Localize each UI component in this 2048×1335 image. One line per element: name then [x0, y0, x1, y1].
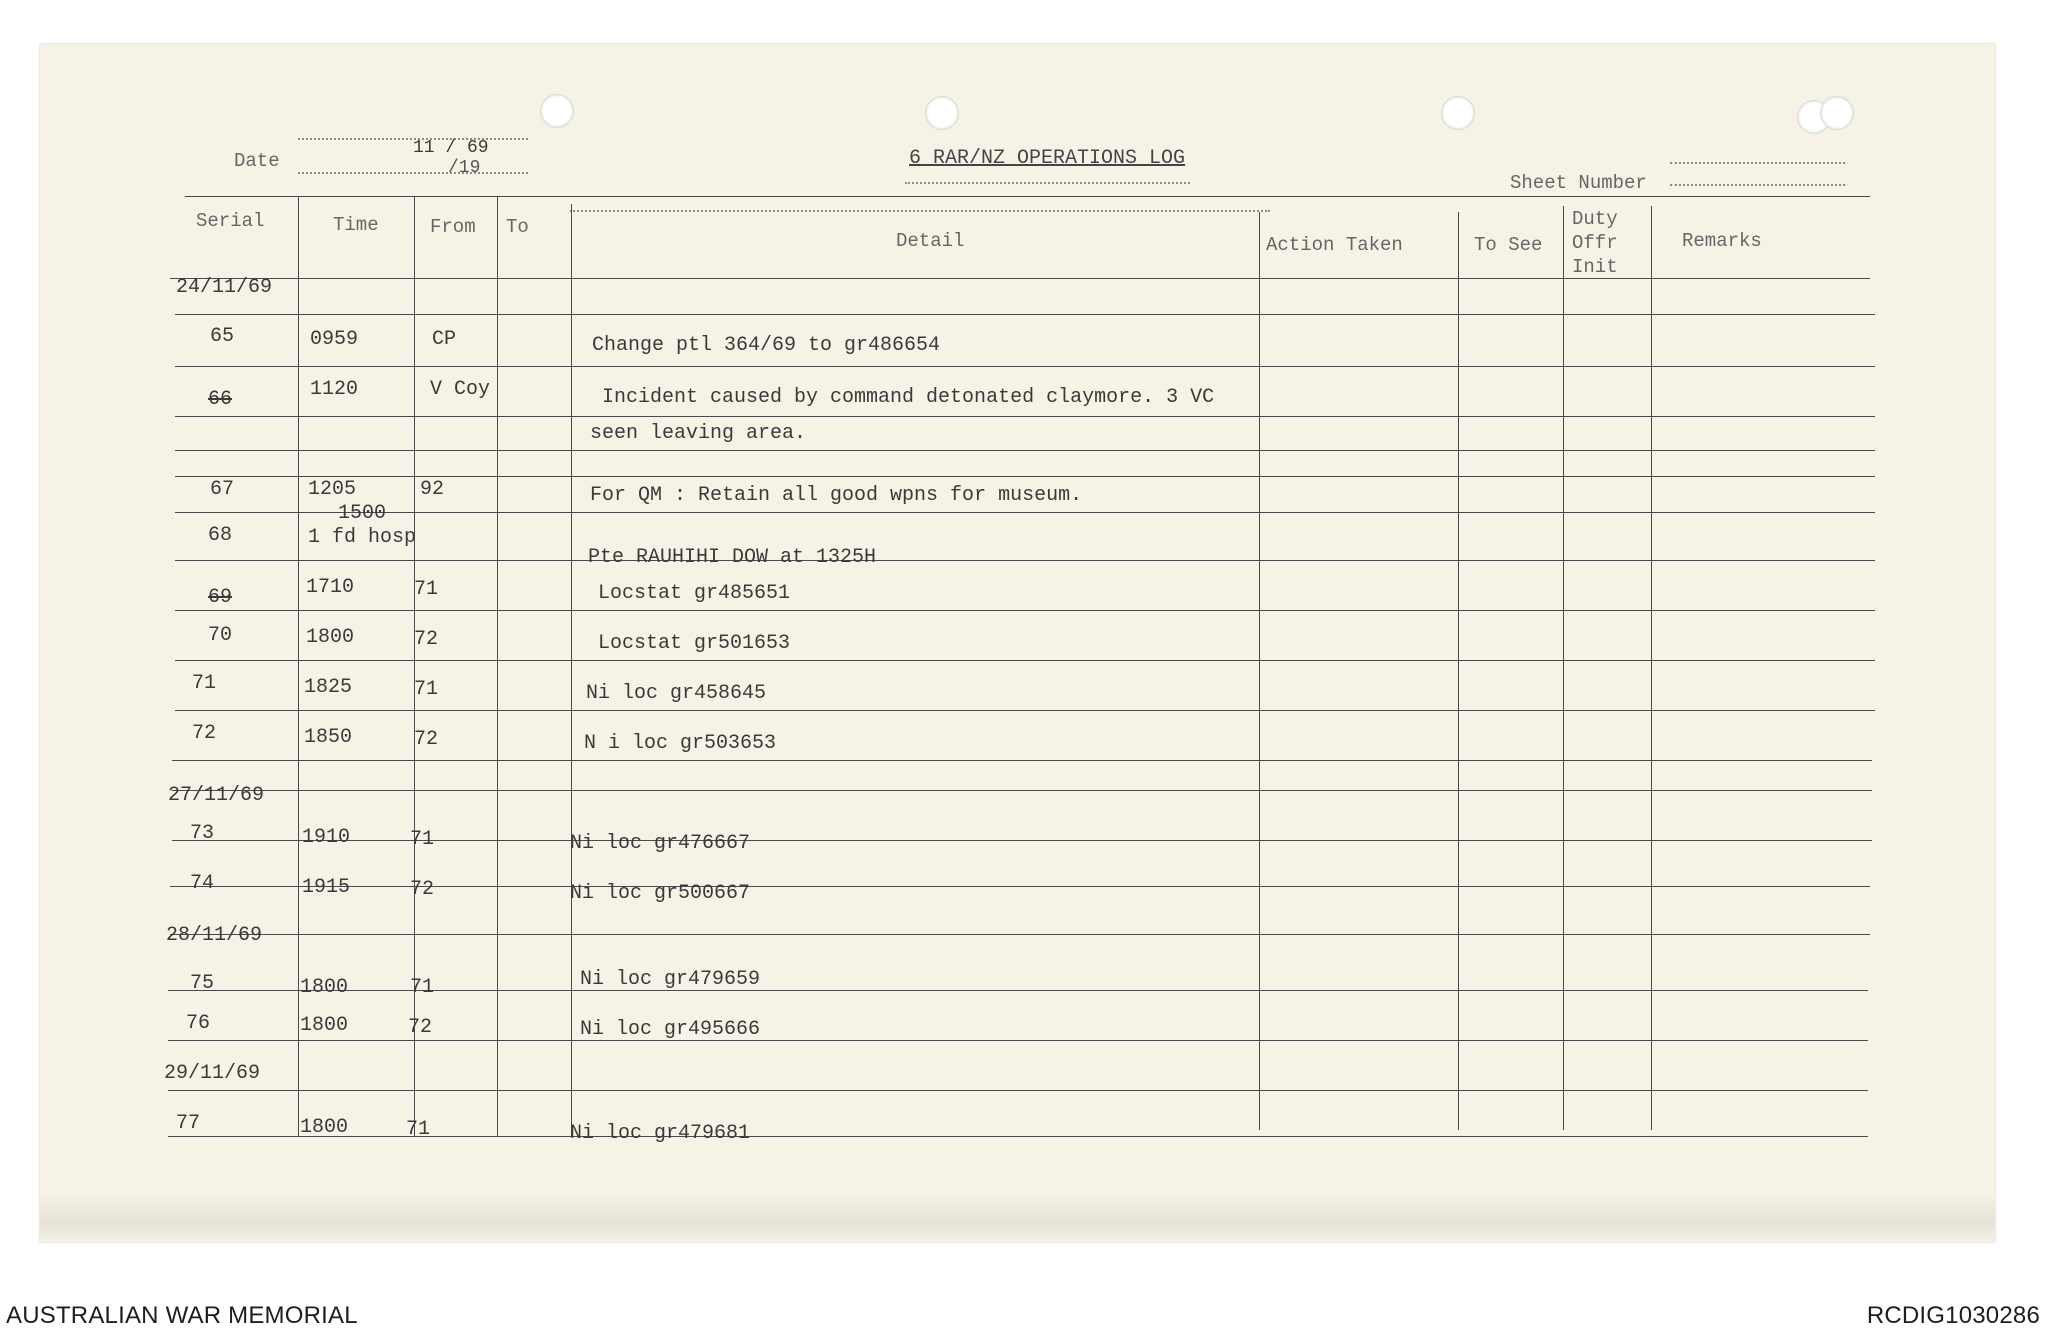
punch-hole: [1820, 96, 1854, 130]
column-divider: [1563, 206, 1564, 1130]
time-cell: 1800: [300, 1116, 349, 1139]
punch-hole: [925, 96, 959, 130]
row-line: [168, 1090, 1868, 1091]
detail-cell: Incident caused by command detonated claymore. 3 VC: [602, 386, 1215, 409]
from-cell: 71: [410, 976, 435, 999]
time-cell: 1850: [304, 726, 353, 749]
from-cell: CP: [432, 328, 457, 351]
detail-cell: Ni loc gr458645: [586, 682, 767, 705]
column-header-action-taken: Action Taken: [1266, 234, 1403, 256]
time-cell: 1800: [306, 626, 355, 649]
from-cell: 72: [410, 878, 435, 901]
column-header-to: To: [506, 216, 529, 238]
serial-cell: 69: [208, 586, 233, 609]
serial-cell: 75: [190, 972, 215, 995]
row-line: [170, 934, 1870, 935]
row-line: [175, 610, 1875, 611]
row-line: [168, 1040, 1868, 1041]
time-cell: 1800: [300, 1014, 349, 1037]
column-divider: [1259, 212, 1260, 1130]
from-cell: 92: [420, 478, 445, 501]
time-cell: 1800: [300, 976, 349, 999]
archive-id: RCDIG1030286: [1866, 1302, 2040, 1329]
date-row: 27/11/69: [168, 784, 265, 807]
row-line: [175, 450, 1875, 451]
column-header-to-see: To See: [1474, 234, 1543, 256]
time-cell: 1120: [310, 378, 359, 401]
time-cell: 1825: [304, 676, 353, 699]
time-cell: 1500: [338, 502, 387, 525]
time-cell: 1710: [306, 576, 355, 599]
punch-hole: [1441, 96, 1475, 130]
from-cell: 72: [414, 728, 439, 751]
serial-cell: 65: [210, 325, 235, 348]
serial-cell: 67: [210, 478, 235, 501]
date-dotted-line: [298, 172, 528, 174]
detail-cell: Ni loc gr479659: [580, 968, 761, 991]
from-cell: 72: [408, 1016, 433, 1039]
time-cell: 0959: [310, 328, 359, 351]
date-row: 24/11/69: [176, 276, 273, 299]
from-cell: 1 fd hosp: [308, 526, 417, 549]
from-cell: 71: [414, 578, 439, 601]
row-line: [175, 660, 1875, 661]
detail-cell: For QM : Retain all good wpns for museum.: [590, 484, 1083, 507]
detail-cell: Pte RAUHIHI DOW at 1325H: [588, 546, 877, 569]
detail-cell: Ni loc gr495666: [580, 1018, 761, 1041]
column-header-remarks: Remarks: [1682, 230, 1762, 252]
header-top-line: [185, 196, 1870, 197]
time-cell: 1910: [302, 826, 351, 849]
serial-cell: 74: [190, 872, 215, 895]
row-line: [175, 416, 1875, 417]
serial-cell: 71: [192, 672, 217, 695]
detail-cell: Locstat gr485651: [598, 582, 791, 605]
serial-cell: 68: [208, 524, 233, 547]
sheet-number-dotted-line: [1670, 162, 1845, 164]
column-header-duty: Duty: [1572, 208, 1618, 230]
detail-cell: Locstat gr501653: [598, 632, 791, 655]
detail-cell: Change ptl 364/69 to gr486654: [592, 334, 941, 357]
serial-cell: 73: [190, 822, 215, 845]
row-line: [175, 710, 1875, 711]
sheet-number-dotted-line: [1670, 184, 1845, 186]
date-prefix: /19: [448, 158, 481, 178]
serial-cell: 70: [208, 624, 233, 647]
row-line: [175, 476, 1875, 477]
row-line: [172, 760, 1872, 761]
from-cell: 72: [414, 628, 439, 651]
detail-cell-continued: seen leaving area.: [590, 422, 807, 445]
serial-cell: 76: [186, 1012, 211, 1035]
from-cell: 71: [406, 1118, 431, 1141]
row-line: [175, 512, 1875, 513]
header-bottom-line: [170, 278, 1870, 279]
header-dotted-line: [570, 210, 1270, 212]
from-cell: V Coy: [430, 378, 491, 401]
archive-credit: AUSTRALIAN WAR MEMORIAL: [6, 1302, 358, 1329]
time-cell: 1915: [302, 876, 351, 899]
title-dotted-line: [905, 182, 1190, 184]
column-divider: [497, 196, 498, 1136]
serial-cell: 66: [208, 388, 233, 411]
row-line: [175, 366, 1875, 367]
column-header-detail: Detail: [896, 230, 965, 252]
sheet-number-label: Sheet Number: [1510, 172, 1647, 194]
column-header-init: Init: [1572, 256, 1618, 278]
date-row: 29/11/69: [164, 1062, 261, 1085]
from-cell: 71: [410, 828, 435, 851]
date-value: 11 / 69: [413, 138, 489, 158]
row-line: [172, 790, 1872, 791]
time-cell: 1205: [308, 478, 357, 501]
row-line: [175, 560, 1875, 561]
column-divider: [298, 196, 299, 1136]
detail-cell: Ni loc gr479681: [570, 1122, 751, 1145]
column-divider: [1458, 212, 1459, 1130]
column-divider: [571, 204, 572, 1136]
date-row: 28/11/69: [166, 924, 263, 947]
paper-edge-shade: [40, 1194, 1995, 1242]
serial-cell: 72: [192, 722, 217, 745]
date-label: Date: [234, 150, 280, 172]
punch-hole: [540, 94, 574, 128]
from-cell: 71: [414, 678, 439, 701]
detail-cell: N i loc gr503653: [584, 732, 777, 755]
column-header-serial: Serial: [196, 210, 265, 232]
column-header-offr: Offr: [1572, 232, 1618, 254]
serial-cell: 77: [176, 1112, 201, 1135]
column-header-time: Time: [333, 214, 379, 236]
row-line: [175, 314, 1875, 315]
detail-cell: Ni loc gr500667: [570, 882, 751, 905]
detail-cell: Ni loc gr476667: [570, 832, 751, 855]
page-title: 6 RAR/NZ OPERATIONS LOG: [909, 147, 1186, 170]
column-header-from: From: [430, 216, 476, 238]
column-divider: [1651, 206, 1652, 1130]
